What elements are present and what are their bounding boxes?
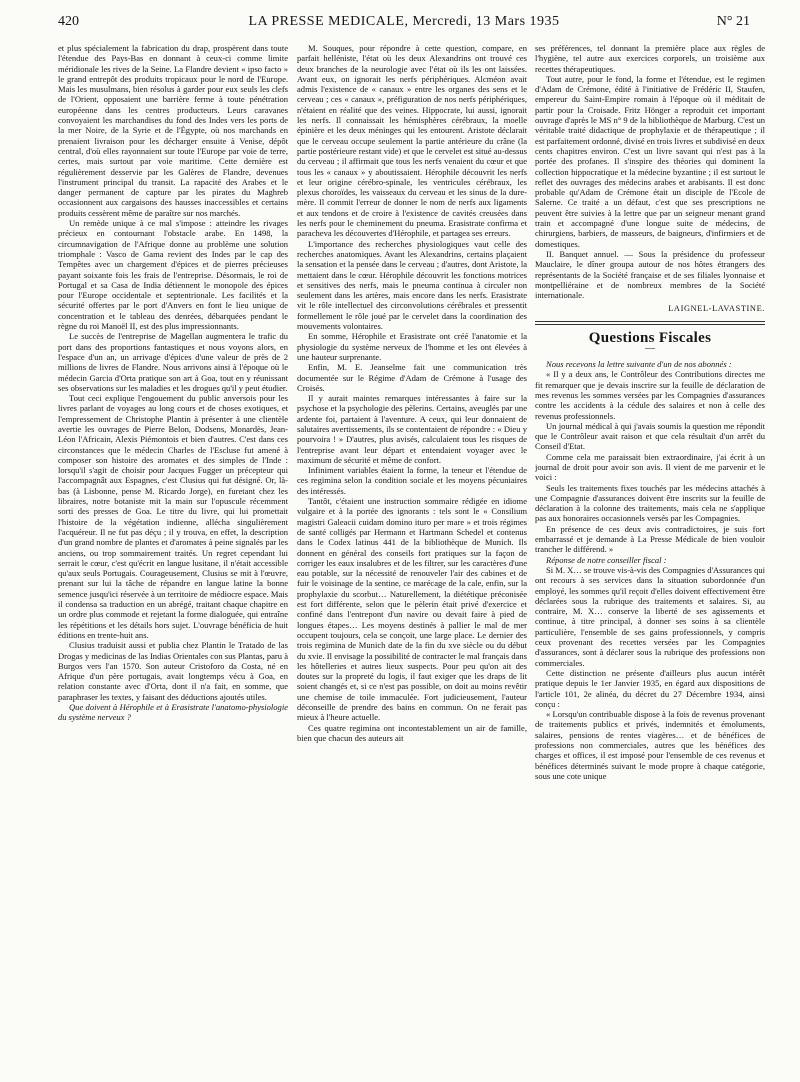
paragraph: M. Souques, pour répondre à cette question, compare, en parfait helléniste, l'état où les deux Alexandrins ont trouvé ces deux branches de la neurologie avec l'état où ils les ont laissées. Avant eux, on ignorait les nerfs périphériques. Alcméon avait admis l'existence de « canaux » entre les organes des sens et le cerveau ; ces « canaux », préfiguration de nos nerfs périphériques, n'étaient en réalité que des veines. Hippocrate, lui aussi, ignorait les nerfs. Il connaissait les hémisphères cérébraux, la moelle épinière et les deux méninges qui les entourent. Aristote déclarait que le cerveau occupe seulement la partie antérieure du crâne (la partie postérieure restant vide) et que le cervelet est situé au-dessus du cerveau ; il affirmait que tous les nerfs venaient du cœur et que tous les « canaux » y aboutissaient. Hérophile découvrit les nerfs et leur origine cérébro-spinale, les ventricules cérébraux, les plexus choroïdes, les vaisseaux du cerveau et les sinus de la dure-mère. Il commit l'erreur de donner le nom de nerfs aux ligaments et aux tendons et de croire à l'existence de cavités creusées dans les nerfs pour le cheminement du pneuma. Erasistrate confirma et paracheva les découvertes d'Hérophile, et partagea ses erreurs.: [297, 43, 527, 239]
divider: [535, 324, 765, 325]
paragraph: Tout ceci explique l'engouement du public anversois pour les livres parlant de voyages au long cours et de choses exotiques, et l'empressement de Christophe Plantin à présenter à une clientèle avertie les ouvrages de Pierre Belon, Dodsens, Monardès, Jean-Léon l'Africain, Alexis Piémontois et bien d'autres. C'est dans ces circonstances que le médecin Charles de l'Escluse fut amené à composer son histoire des aromates et des simples de l'Inde : lorsqu'il s'agit de choisir pour Jacques Fugger un précepteur qui l'accompagnât aux Espagnes, c'est Clusius qui fut désigné. Or, là-bas (à Lisbonne, pense M. Ricardo Jorge), en furetant chez les libraires, notre botaniste mit la main sur l'opuscule récemment sorti des presses de Goa. Le titre du livre, qui lui promettait l'histoire de la végétation indienne, alléchа singulièrement l'acquéreur. Il ne fut pas déçu ; il y trouva, en effet, la description d'un grand nombre de plantes et d'aromates à peine signalés par les anciens, ou trop sommairement traités. Un regret cependant lui serrait le cœur, c'est qu'écrit en langue lusitane, il n'était accessible qu'aux seuls Portugais. Courageusement, Clusius se mit à l'œuvre, prenant sur lui la tâche de répandre en langue latine la bonne semence jusqu'ici réservée à un territoire de médiocre espace. Mais il condensa sa traduction en un abrégé, traitant chaque chapitre en un ordre plus commode et rejetant la forme dialoguée, qui entraîne les répétitions et les détails hors sujet. L'ouvrage bénéficia de huit éditions en trente-huit ans.: [58, 393, 288, 640]
paragraph: Clusius traduisit aussi et publia chez Plantin le Tratado de las Drogas y medicinas de las Indias Orientales con sus Plantas, paru à Burgos vers l'an 1570. Son auteur Cristoforo da Costa, né en Afrique d'un père portugais, avait longtemps vécu à Goa, en relation constante avec d'Orta, dont il n'a fait, en somme, que paraphraser les textes, y faisant des déductions ajoutés utiles.: [58, 640, 288, 702]
question-heading: Que doivent à Hérophile et à Erasistrate l'anatomo-physiologie du système nerveux ?: [58, 702, 288, 723]
paragraph: L'importance des recherches physiologiques vaut celle des recherches anatomiques. Avant les Alexandrins, certains plaçaient la sensation et la pensée dans le cerveau ; d'autres, dont Aristote, la mettaient dans le cœur. Hérophile découvrit les fonctions motrices et sensitives des nerfs, mais le pneuma continua à circuler non seulement dans les artères, mais encore dans les nerfs. Erasistrate vit le rôle intellectuel des circonvolutions cérébrales et pressentit formellement le rôle joué par le cervelet dans la coordination des mouvements volontaires.: [297, 238, 527, 332]
intro-line: Nous recevons la lettre suivante d'un de nos abonnés :: [546, 359, 732, 370]
paragraph: II. Banquet annuel. — Sous la présidence du professeur Mauclaire, le dîner groupa autour de nos hôtes étrangers des représentants de la Société française et de ses filiales lyonnaise et montpelliéraine et de nombreux membres de la Société internationale.: [535, 248, 765, 301]
paragraph: Enfin, M. E. Jeanselme fait une communication très documentée sur le Régime d'Adam de Crémone à l'usage des Croisés.: [297, 362, 527, 393]
paragraph: En présence de ces deux avis contradictoires, je suis fort embarrassé et je demande à La Presse Médicale de bien vouloir trancher le différend. »: [535, 523, 765, 555]
paragraph: Le succès de l'entreprise de Magellan augmentera le trafic du port dans des proportions fantastiques et nous voyons alors, en l'espace d'un an, un arrivage d'épices d'une valeur de près de 2 millions de livres de Flandre. Nous arrivons ainsi à l'époque où le médecin Garcia d'Orta pratique son art à Goa, tout en y réunissant ses observations sur les maladies et les drogues qu'il y peut étudier.: [58, 331, 288, 393]
paragraph: Tantôt, c'étaient une instruction sommaire rédigée en idiome vulgaire et à la portée des ignorants : tels sont le « Consilium magistri Galeacii cuidam domino ituro per mare » et trois régimes de santé colligés par Hermann et Hartmann Schedel et contenus dans le Codex latinus 441 de la bibliothèque de Munich. Ils donnent en général des conseils fort pratiques sur la façon de corriger les eaux insalubres et de les filtrer, sur les caractères d'une eau potable, sur la nécessité de renouveler l'air des cabines et de fuir le voisinage de la sentine, ce marécage de la cale, enfin, sur la prophylaxie du scorbut… Naturellement, la diététique préconisée est fort différente, selon que le pèlerin était privé d'exercice et confiné dans l'entrepont d'un navire ou devait faire à pied de longues étapes… Les moyens destinés à pallier le mal de mer occupent toujours, cela se conçoit, une large place. Le dernier des trois regimina de Munich date de la fin du xve siècle ou du début du xvie. Il envisage la possibilité de contracter le mal français dans les hôtelleries et autres lieux suspects. Pour peu qu'on ait des doutes sur la propreté du logis, il faut exiger que les draps de lit soient changés et, si ce n'est pas possible, on doit au moins revêtir une chemise de toile immaculée. Fort judicieusement, l'auteur déconseille de prendre des bains en commun. On ne ferait pas mieux à l'heure actuelle.: [297, 496, 527, 723]
paragraph: Infiniment variables étaient la forme, la teneur et l'étendue de ces regimina selon la condition sociale et les moyens pécuniaires des intéressés.: [297, 465, 527, 496]
ornament-rule: —: [645, 343, 655, 355]
paragraph: « Lorsqu'un contribuable dispose à la fois de revenus provenant de traitements publics et privés, indemnités et émoluments, salaires, pensions de rentes viagères… et de bénéfices de professions non commerciales, autres que les bénéfices des charges et offices, il est imposé pour l'ensemble de ces revenus et bénéfices déterminés suivant le mode propre à chaque catégorie, sous une cote unique: [535, 709, 765, 781]
paragraph: « Il y a deux ans, le Contrôleur des Contributions directes me fit remarquer que je devais inscrire sur la feuille de déclaration de mes revenus les sommes versées par les Compagnies d'assurances contre les accidents à la cédule des salaires et non à celle des revenus professionnels.: [535, 369, 765, 421]
paragraph: Tout autre, pour le fond, la forme et l'étendue, est le regimen d'Adam de Crémone, édité à l'initiative de Frédéric II, Staufen, empereur du Saint-Empire romain à l'époque où il méditait de partir pour la Croisade. Fritz Hönger a reproduit cet important ouvrage d'après le MS n° 9 de la bibliothèque de Marburg. C'est un véritable traité didactique de prophylaxie et de thérapeutique ; il est parfaitement ordonné, divisé en trois livres et subdivisé en deux cents chapitres environ. C'est un livre savant qui n'est pas à la portée des profanes. Il s'inspire des théories qui dominent la collection hippocratique et la médecine byzantine ; il est surtout le reflet des ouvrages des médecins arabes et arabisants. Il est donc probable qu'Adam de Crémone était un disciple de l'Ecole de Salerne. Ce traité a un défaut, c'est que ses prescriptions ne peuvent être suivies à la lettre que par un seigneur menant grand train et accompagné d'une longue suite de médecins, de chirurgiens, barbiers, de masseurs, de baigneurs, d'infirmiers et de domestiques.: [535, 73, 765, 249]
column-middle: [297, 43, 527, 1073]
paragraph: Un journal médical à qui j'avais soumis la question me répondit que le Contrôleur avait raison et que cela résultait d'un arrêt du Conseil d'Etat.: [535, 420, 765, 452]
section-title: Questions Fiscales: [588, 329, 712, 346]
response-heading: Réponse de notre conseiller fiscal :: [546, 554, 667, 565]
paragraph: Il y aurait maintes remarques intéressantes à faire sur la psychose et la psychologie des pèlerins. Certains, aveuglés par une ardente foi, partaient à l'aventure. A ceux, qui leur donnaient de salutaires avertissements, ils se contentaient de répondre : « Dieu y pourvoira ! » D'autres, plus avisés, calculaient tous les risques de l'entreprise avant leur départ et entendaient voyager avec le maximum de sécurité et même de confort.: [297, 393, 527, 465]
column-right: [535, 43, 765, 1073]
paragraph: Cette distinction ne présente d'ailleurs plus aucun intérêt pratique depuis le 1er Janvier 1935, en égard aux dispositions de l'article 101, 2e alinéa, du décret du 27 Décembre 1934, ainsi conçu :: [535, 667, 765, 709]
paragraph: Seuls les traitements fixes touchés par les médecins attachés à une Compagnie d'assurances doivent être inscrits sur la feuille de déclaration à la colonne des traitements, mais cela ne s'applique pas aux honoraires occasionnels versés par les Compagnies.: [535, 482, 765, 524]
issue-number: N° 21: [716, 14, 750, 29]
page-number: 420: [58, 14, 79, 29]
paragraph: Comme cela me paraissait bien extraordinaire, j'ai écrit à un journal de droit pour avoir son avis. Il vient de me parvenir et le voici :: [535, 451, 765, 483]
paragraph: et plus spécialement la fabrication du drap, prospèrent dans toute l'étendue des Pays-Bas en donnant à ceux-ci comme limite méridionale les rives de la Seine. La Flandre devient « ipso facto » le grand entrepôt des produits tropicaux pour le nord de l'Europe. Mais les musulmans, bien résolus à garder pour eux seuls les clefs de l'Orient, opposaient une barrière ferme à toute pénétration européenne dans les centres producteurs. Leurs caravanes convoyaient les marchandises du fond des Indes vers les ports de la mer Noire, de la Syrie et de l'Égypte, où nos marchands en prenaient livraison pour les décharger ensuite à Venise, dépôt central, d'où elles rayonnaient sur toute l'Europe par voie de terre, certes, mais surtout par voie maritime. Cette dernière est régulièrement desservie par les Galères de Flandre, devenues l'instrument principal du transit. La rapacité des Arabes et le danger permanent de capture par les pirates du Maghreb occasionnent aux cargaisons des hausses inaccessibles et certains produits cessèrent même de paraître sur nos marchés.: [58, 43, 288, 218]
page-header: [58, 14, 750, 36]
paragraph: ses préférences, tel donnant la première place aux règles de l'hygiène, tel autre aux exercices corporels, un troisième aux recettes thérapeutiques.: [535, 43, 765, 74]
journal-title: LA PRESSE MEDICALE, Mercredi, 13 Mars 1935: [248, 14, 560, 29]
paragraph: Si M. X… se trouve vis-à-vis des Compagnies d'Assurances qui ont recours à ses services dans la situation subordonnée d'un employé, les sommes qu'il reçoit d'elles doivent effectivement être déclarées sous la rubrique des traitements et salaires. Si, au contraire, M. X… conserve la liberté de ses agissements et continue, à titre principal, à donner ses soins à sa clientèle particulière, l'ensemble de ses gains professionnels, y compris ceux provenant des recettes versées par les Compagnies d'assurances, sont à déclarer sous la rubrique des professions non commerciales.: [535, 564, 765, 668]
column-left: [58, 43, 288, 1073]
paragraph: Un remède unique à ce mal s'impose : atteindre les rivages précieux en contournant l'obstacle arabe. En 1498, la circumnavigation de l'Afrique donne au problème une solution triomphale : Vasco de Gama revient des Indes par le cap des Tempêtes avec un chargement d'épices et de pierres précieuses payant soixante fois les frais de l'entreprise. Désormais, le roi de Portugal et sa Casa de India détiennent le monopole des épices pour l'Europe occidentale et septentrionale. Les facilités et la sécurité offertes par le port d'Anvers en font le lieu unique de concentration et le tableau des denrées, débarquées pendant le règne du roi Manoël II, est des plus impressionnants.: [58, 218, 288, 332]
paragraph: Ces quatre regimina ont incontestablement un air de famille, bien que chacun des auteurs ait: [297, 722, 527, 743]
divider: [535, 321, 765, 322]
author-signature: LAIGNEL-LAVASTINE.: [668, 304, 765, 314]
paragraph: En somme, Hérophile et Erasistrate ont créé l'anatomie et la physiologie du système nerveux de l'homme et les ont élevées à une hauteur surprenante.: [297, 331, 527, 362]
